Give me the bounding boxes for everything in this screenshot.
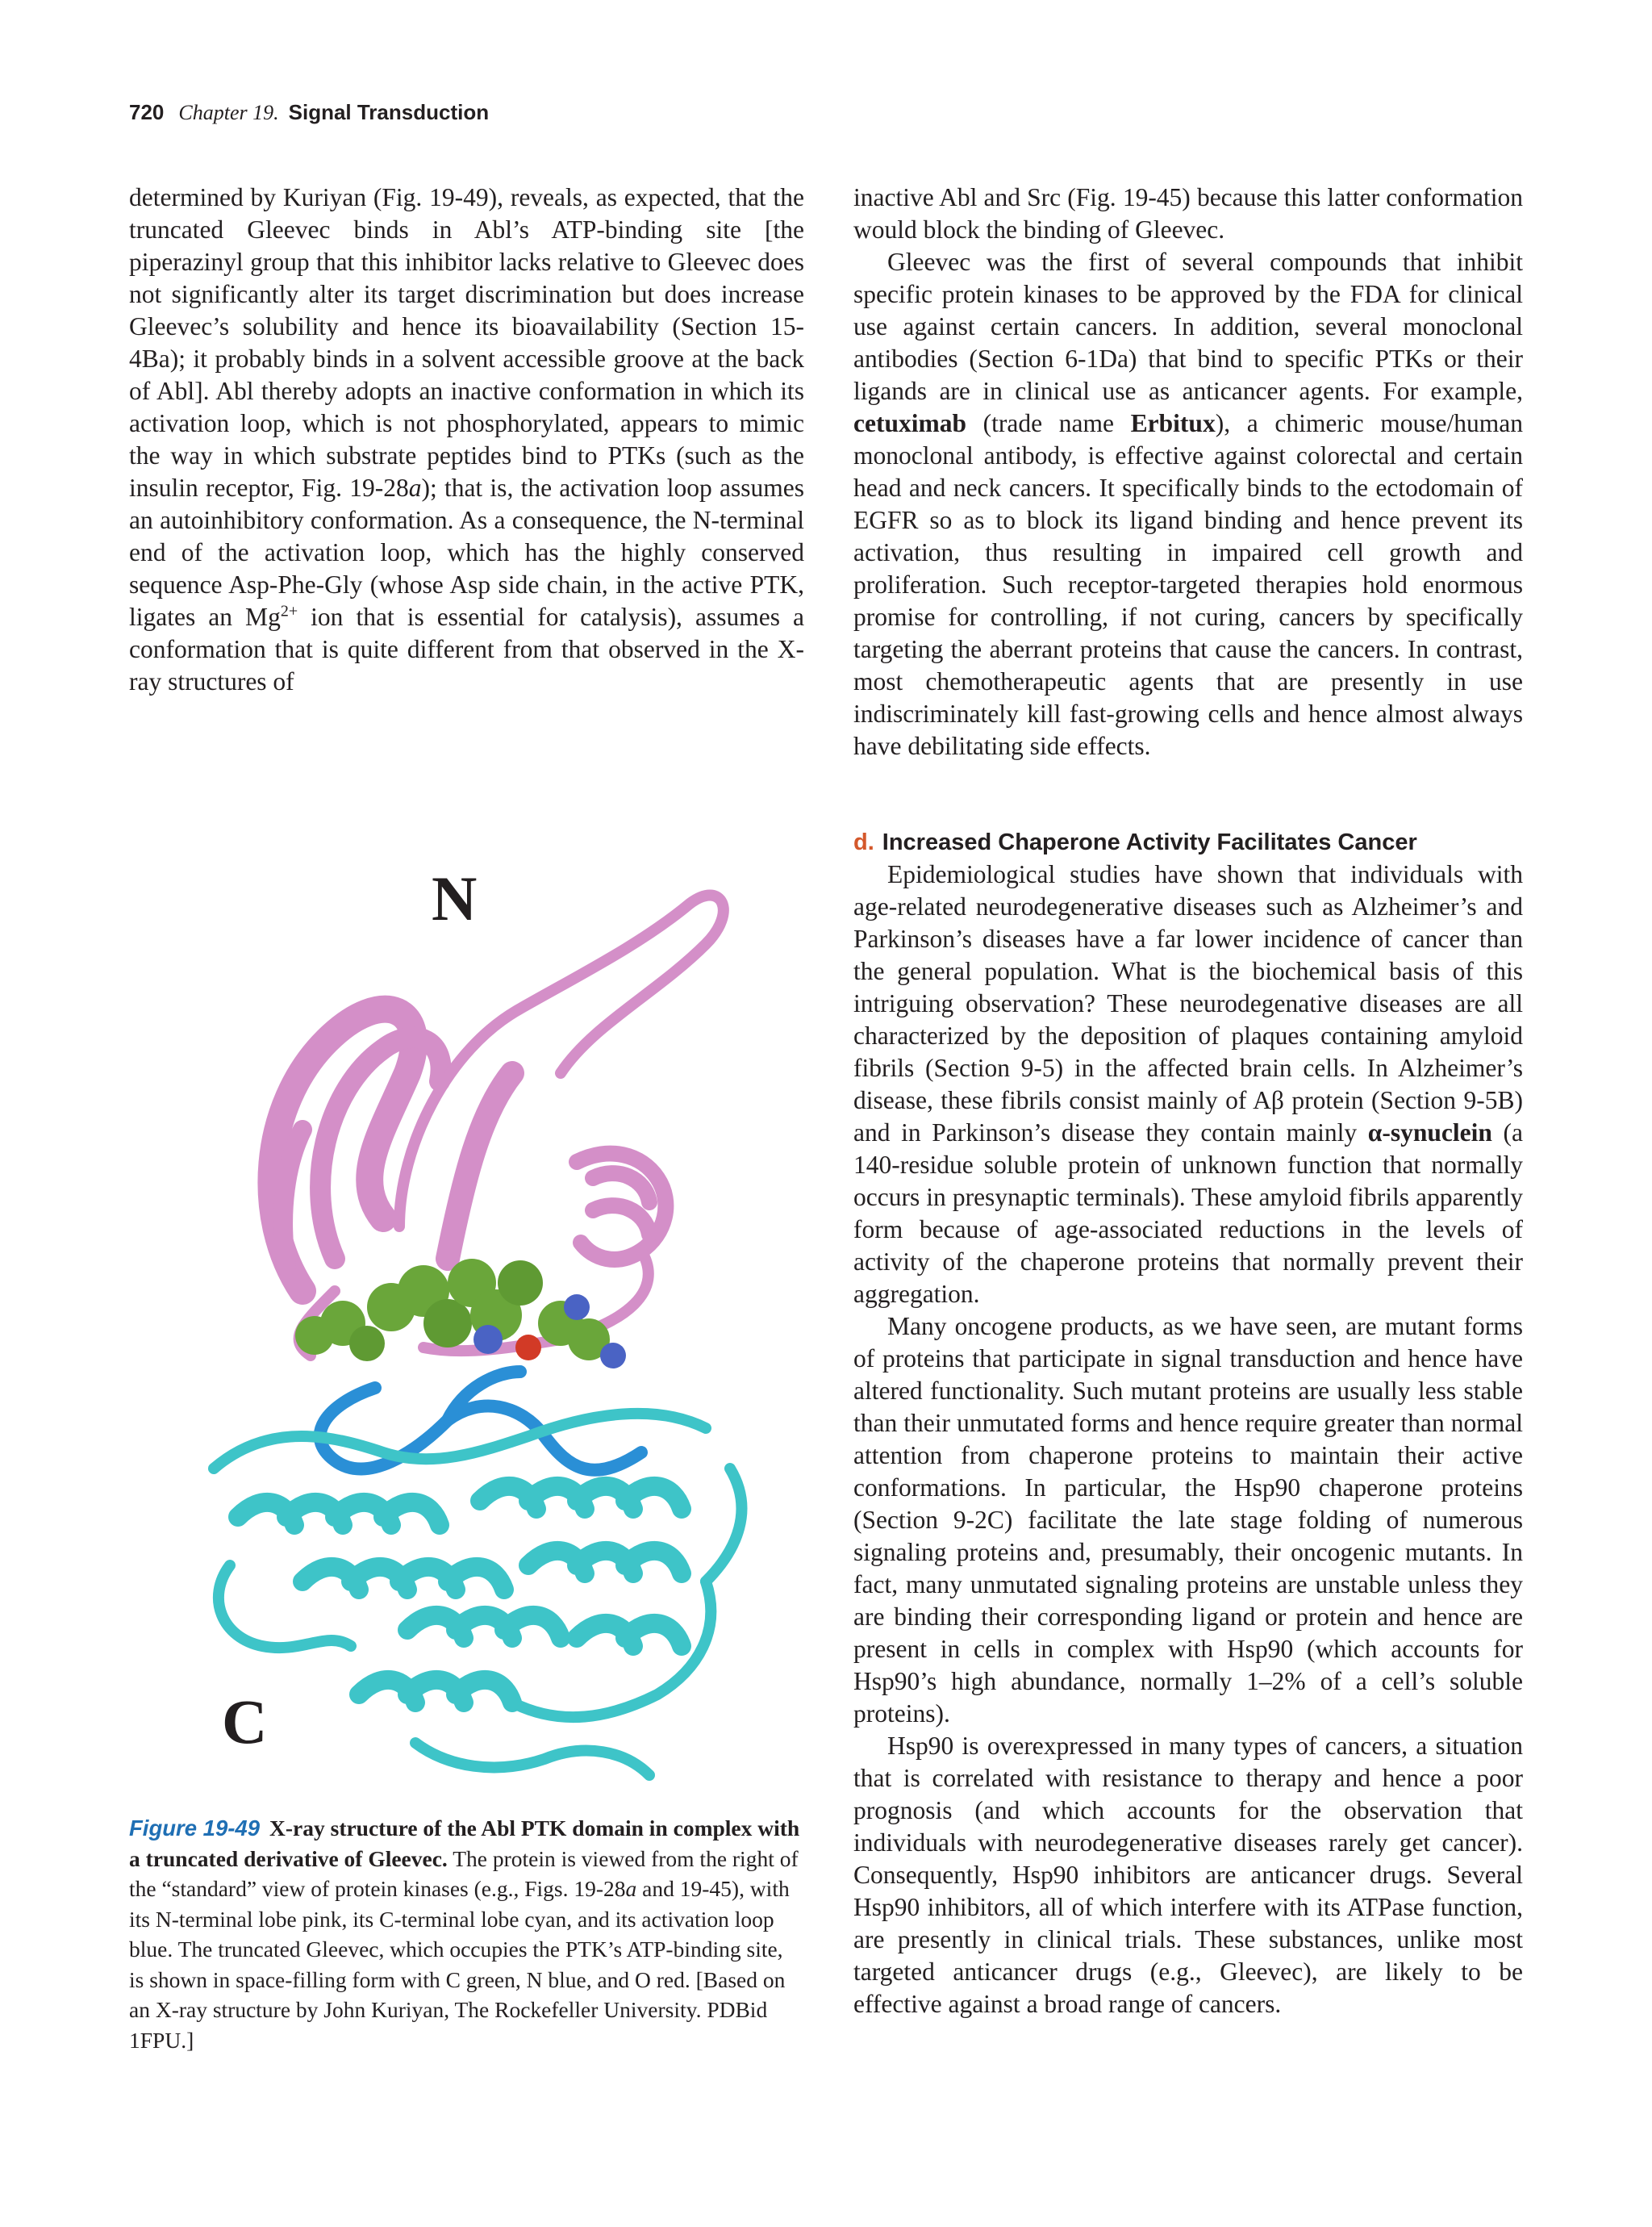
- section-heading-title: Increased Chaperone Activity Facilitates Cancer: [882, 829, 1417, 855]
- body-paragraph: Hsp90 is overexpressed in many types of cancers, a situation that is correlated with resistance to therapy and hence a poor prognosis (and which accounts for the observation that individuals with neurodegenerative diseases rarely get cancer). Consequently, Hsp90 inhibitors are anticancer drugs. Several Hsp90 inhibitors, all of which interfere with its ATPase function, are presently in clinical trials. These substances, unlike most targeted anticancer drugs (e.g., Gleevec), are likely to be effective against a broad range of cancers.: [853, 1732, 1523, 2018]
- section-letter: d.: [853, 829, 874, 855]
- right-column-text-top: [853, 182, 1523, 763]
- ribbon-diagram: [141, 839, 795, 1807]
- section-heading: [853, 826, 1523, 859]
- chapter-label: Chapter 19.: [178, 101, 279, 124]
- figure-caption: Figure 19-49 X-ray structure of the Abl PTK domain in complex with a truncated derivative of Gleevec. The protein is viewed from the right of the “standard” view of protein kinases (e.g., Figs. 19-28a and 19-45), with its N-terminal lobe pink, its C-terminal lobe cyan, and its activation loop blue. The truncated Gleevec, which occupies the PTK’s ATP-binding site, is shown in space-filling form with C green, N blue, and O red. [Based on an X-ray structure by John Kuriyan, The Rockefeller University. PDBid 1FPU.]: [129, 1815, 800, 2053]
- c-terminal-label: C: [222, 1686, 268, 1757]
- section-d: [853, 826, 1523, 2020]
- body-paragraph: Gleevec was the first of several compounds that inhibit specific protein kinases to be approved by the FDA for clinical use against certain cancers. In addition, several monoclonal antibodies (Section 6-1Da) that bind to specific PTKs or their ligands are in clinical use as anticancer agents. For example, cetuximab (trade name Erbitux), a chimeric mouse/human monoclonal antibody, is effective against colorectal and certain head and neck cancers. It specifically binds to the ectodomain of EGFR so as to block its ligand binding and hence prevent its activation, thus resulting in impaired cell growth and proliferation. Such receptor-targeted therapies hold enormous promise for controlling, if not curing, cancers by specifically targeting the aberrant proteins that cause the cancers. In contrast, most chemotherapeutic agents that are presently in use indiscriminately kill fast-growing cells and hence almost always have debilitating side effects.: [853, 248, 1523, 760]
- left-column-text: [129, 182, 804, 698]
- n-lobe-ribbon: [271, 896, 723, 1356]
- body-paragraph: Epidemiological studies have shown that individuals with age-related neurodegenerative diseases such as Alzheimer’s and Parkinson’s diseases have a far lower incidence of cancer than the general population. What is the biochemical basis of this intriguing observation? These neurodegenative diseases are all characterized by the deposition of plaques containing amyloid fibrils (Section 9-5) in the affected brain cells. In Alzheimer’s disease, these fibrils consist mainly of Aβ protein (Section 9-5B) and in Parkinson’s disease they contain mainly α-synuclein (a 140-residue soluble protein of unknown function that normally occurs in presynaptic terminals). These amyloid fibrils apparently form because of age-associated reductions in the levels of activity of the chaperone proteins that normally prevent their aggregation.: [853, 860, 1523, 1308]
- body-paragraph: determined by Kuriyan (Fig. 19-49), reveals, as expected, that the truncated Gleevec binds in Abl’s ATP-binding site [the piperazinyl group that this inhibitor lacks relative to Gleevec does not significantly alter its target discrimination but does increase Gleevec’s solubility and hence its bioavailability (Section 15-4Ba); it probably binds in a solvent accessible groove at the back of Abl]. Abl thereby adopts an inactive conformation in which its activation loop, which is not phosphorylated, appears to mimic the way in which substrate peptides bind to PTKs (such as the insulin receptor, Fig. 19-28a); that is, the activation loop assumes an autoinhibitory conformation. As a consequence, the N-terminal end of the activation loop, which has the highly conserved sequence Asp-Phe-Gly (whose Asp side chain, in the active PTK, ligates an $Mg^{2+}$ ion that is essential for catalysis), assumes a conformation that is quite different from that observed in the X-ray structures of: [129, 183, 805, 696]
- page-number: 720: [129, 100, 165, 124]
- body-paragraph: Many oncogene products, as we have seen, are mutant forms of proteins that participate in signal transduction and hence have altered functionality. Such mutant proteins are usually less stable than their unmutated forms and hence require greater than normal attention from chaperone proteins to maintain their active conformations. In particular, the Hsp90 chaperone proteins (Section 9-2C) facilitate the late stage folding of numerous signaling proteins and, presumably, their oncogenic mutants. In fact, many unmutated signaling proteins are unstable unless they are binding their corresponding ligand or protein and hence are present in cells in complex with Hsp90 (which accounts for Hsp90’s high abundance, normally 1–2% of a cell’s soluble proteins).: [853, 1312, 1523, 1728]
- caption-title: X-ray structure of the Abl PTK domain in complex with a truncated derivative of Gleevec.: [129, 1815, 800, 1871]
- section-title: Signal Transduction: [288, 100, 490, 124]
- n-terminal-label: N: [432, 863, 478, 934]
- figure-label: Figure 19-49: [129, 1815, 261, 1841]
- running-header: [129, 100, 489, 125]
- c-lobe-ribbon: [214, 1414, 741, 1775]
- body-paragraph: inactive Abl and Src (Fig. 19-45) because this latter conformation would block the binding of Gleevec.: [853, 183, 1523, 244]
